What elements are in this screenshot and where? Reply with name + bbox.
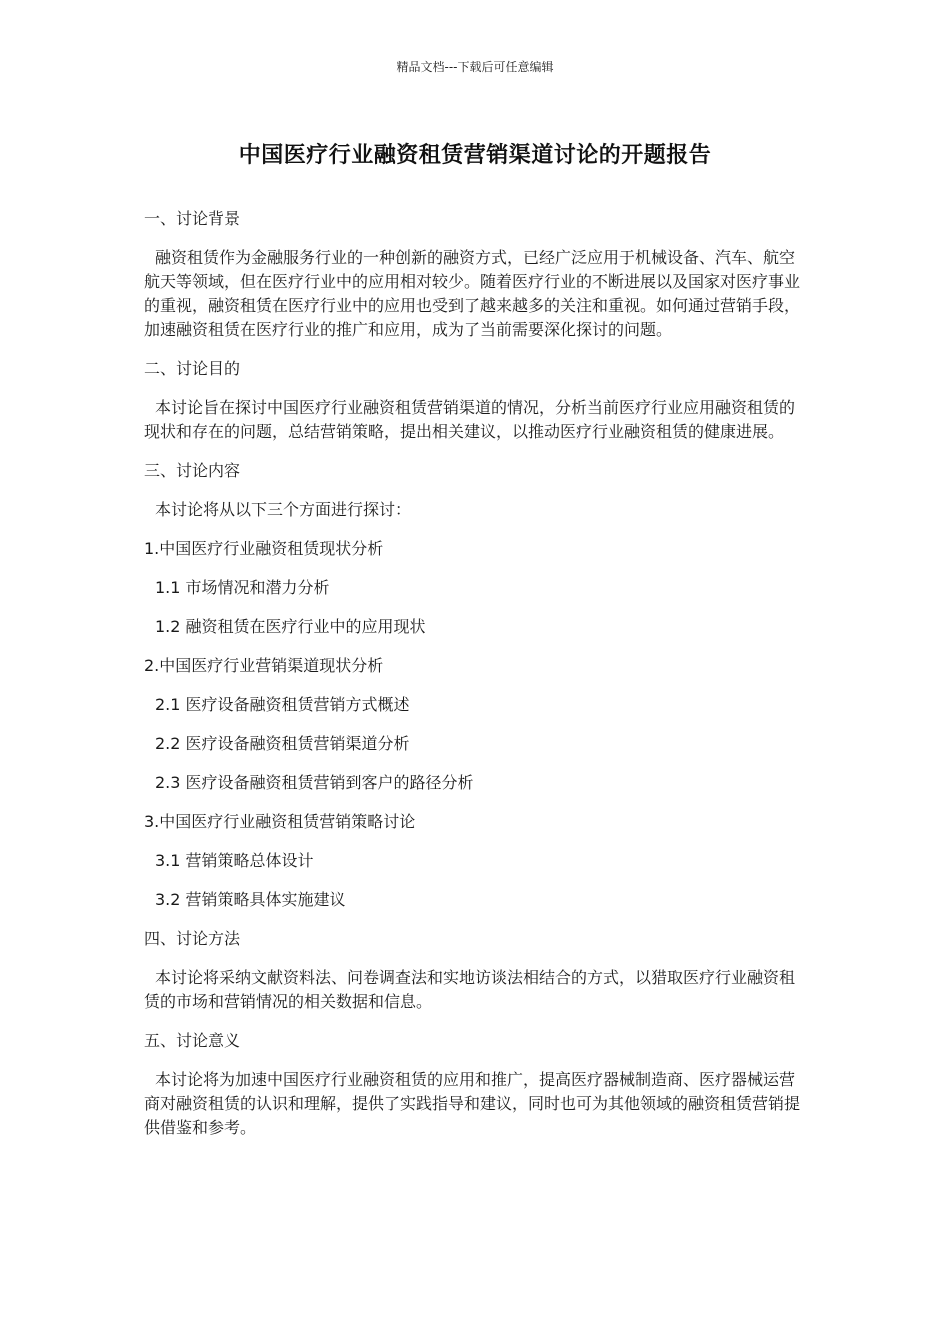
header-note: 精品文档---下载后可任意编辑 — [396, 60, 554, 74]
paragraph-content-intro: 本讨论将从以下三个方面进行探讨： — [155, 500, 412, 519]
paragraph-significance: 本讨论将为加速中国医疗行业融资租赁的应用和推广，提高医疗器械制造商、医疗器械运营商对融资租赁的认识和理解，提供了实践指导和建议，同时也可为其他领域的融资租赁营销提供借鉴和参考。 — [144, 1070, 801, 1137]
document-body — [144, 207, 809, 1155]
list-item-1-1: 1.1 市场情况和潜力分析 — [155, 578, 330, 597]
list-item-3-2: 3.2 营销策略具体实施建议 — [155, 890, 346, 909]
section-heading-significance: 五、讨论意义 — [144, 1031, 241, 1050]
list-item-2-1: 2.1 医疗设备融资租赁营销方式概述 — [155, 695, 410, 714]
subsection-heading-1: 1.中国医疗行业融资租赁现状分析 — [144, 539, 384, 558]
paragraph-background: 融资租赁作为金融服务行业的一种创新的融资方式，已经广泛应用于机械设备、汽车、航空航天等领域，但在医疗行业中的应用相对较少。随着医疗行业的不断进展以及国家对医疗事业的重视，融资租赁在医疗行业中的应用也受到了越来越多的关注和重视。如何通过营销手段，加速融资租赁在医疗行业的推广和应用，成为了当前需要深化探讨的问题。 — [144, 248, 801, 339]
section-heading-content: 三、讨论内容 — [144, 461, 241, 480]
section-heading-method: 四、讨论方法 — [144, 929, 241, 948]
paragraph-method: 本讨论将采纳文献资料法、问卷调查法和实地访谈法相结合的方式，以猎取医疗行业融资租赁的市场和营销情况的相关数据和信息。 — [144, 968, 796, 1011]
list-item-3-1: 3.1 营销策略总体设计 — [155, 851, 314, 870]
list-item-1-2: 1.2 融资租赁在医疗行业中的应用现状 — [155, 617, 426, 636]
section-heading-purpose: 二、讨论目的 — [144, 359, 241, 378]
subsection-heading-2: 2.中国医疗行业营销渠道现状分析 — [144, 656, 384, 675]
section-heading-background: 一、讨论背景 — [144, 209, 241, 228]
paragraph-purpose: 本讨论旨在探讨中国医疗行业融资租赁营销渠道的情况，分析当前医疗行业应用融资租赁的现状和存在的问题，总结营销策略，提出相关建议，以推动医疗行业融资租赁的健康进展。 — [144, 398, 796, 441]
list-item-2-2: 2.2 医疗设备融资租赁营销渠道分析 — [155, 734, 410, 753]
list-item-2-3: 2.3 医疗设备融资租赁营销到客户的路径分析 — [155, 773, 474, 792]
document-title: 中国医疗行业融资租赁营销渠道讨论的开题报告 — [238, 143, 712, 168]
subsection-heading-3: 3.中国医疗行业融资租赁营销策略讨论 — [144, 812, 416, 831]
